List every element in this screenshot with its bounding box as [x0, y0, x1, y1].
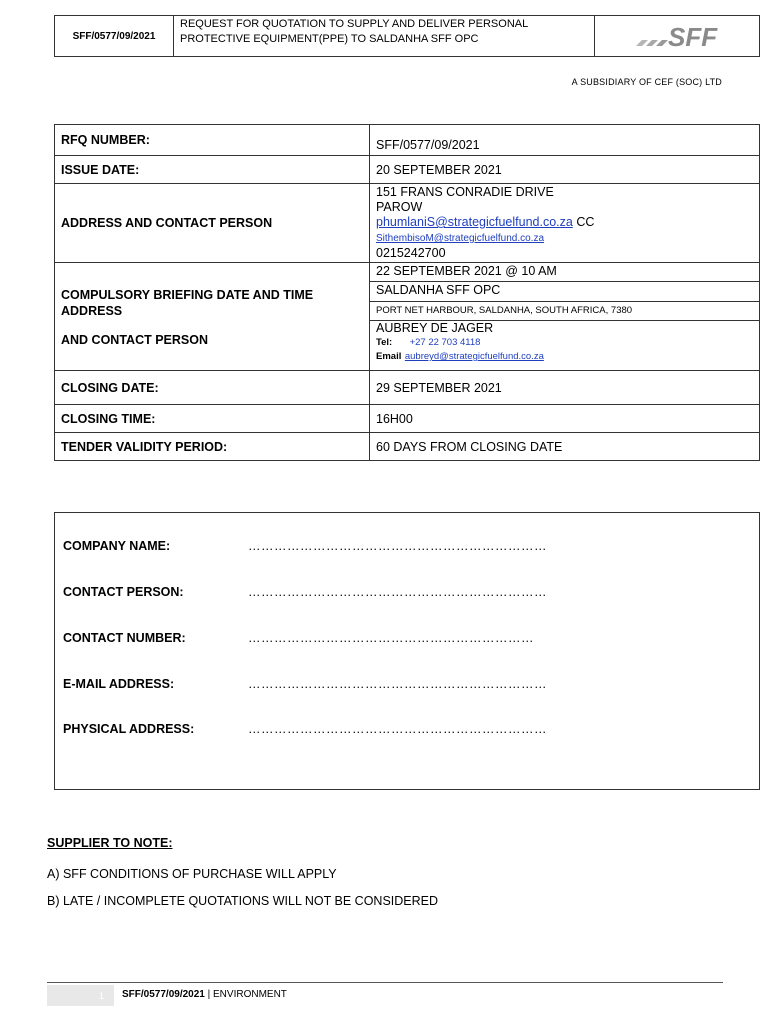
briefing-label-line1: COMPULSORY BRIEFING DATE AND TIME ADDRESS: [61, 287, 314, 318]
logo-text: SFF: [668, 22, 718, 52]
briefing-value: [370, 263, 760, 371]
field-label: E-MAIL ADDRESS:: [63, 677, 175, 691]
email-label: Email: [376, 351, 402, 362]
field-label: CONTACT NUMBER:: [63, 631, 186, 645]
rfq-info-table: [54, 124, 760, 461]
note-item: B) LATE / INCOMPLETE QUOTATIONS WILL NOT BE CONSIDERED: [47, 894, 439, 908]
table-row: [55, 371, 760, 405]
briefing-contact: [370, 321, 759, 364]
email-link-1[interactable]: phumlaniS@strategicfuelfund.co.za: [376, 215, 573, 229]
field-blank[interactable]: …………………………………………………………: [248, 631, 534, 645]
footer-divider: [47, 982, 723, 983]
address-line1: 151 FRANS CONRADIE DRIVE: [376, 185, 554, 199]
field-blank[interactable]: ……………………………………………………………: [248, 722, 547, 736]
email-address-field[interactable]: [63, 677, 547, 691]
footer-section: | ENVIRONMENT: [207, 989, 287, 1000]
contact-number-field[interactable]: [63, 631, 534, 645]
issue-date-value: 20 SEPTEMBER 2021: [370, 156, 760, 184]
field-blank[interactable]: ……………………………………………………………: [248, 539, 547, 553]
header-title: [174, 16, 595, 56]
table-row: [55, 125, 760, 156]
rfq-number-label: RFQ NUMBER:: [55, 125, 370, 156]
rfq-number-value: SFF/0577/09/2021: [370, 125, 760, 156]
briefing-label: [55, 263, 370, 371]
supplier-note-heading: SUPPLIER TO NOTE:: [47, 836, 173, 850]
header-title-line1: REQUEST FOR QUOTATION TO SUPPLY AND DELIVER PERSONAL: [180, 18, 529, 30]
subsidiary-note: A SUBSIDIARY OF CEF (SOC) LTD: [571, 77, 722, 87]
company-name-field[interactable]: [63, 539, 547, 553]
sff-logo: [595, 16, 759, 56]
cc-label: CC: [576, 215, 595, 229]
closing-time-value: 16H00: [370, 405, 760, 433]
field-blank[interactable]: ……………………………………………………………: [248, 677, 547, 691]
table-row: [55, 156, 760, 184]
closing-time-label: CLOSING TIME:: [55, 405, 370, 433]
closing-date-value: 29 SEPTEMBER 2021: [370, 371, 760, 405]
header-title-line2: PROTECTIVE EQUIPMENT(PPE) TO SALDANHA SFF OPC: [180, 33, 479, 45]
validity-label: TENDER VALIDITY PERIOD:: [55, 433, 370, 461]
closing-date-label: CLOSING DATE:: [55, 371, 370, 405]
table-row: [55, 433, 760, 461]
table-row: [55, 184, 760, 263]
field-label: CONTACT PERSON:: [63, 585, 184, 599]
sff-logo-icon: [634, 20, 720, 52]
contact-person-field[interactable]: [63, 585, 547, 599]
email-link-2[interactable]: SithembisoM@strategicfuelfund.co.za: [376, 233, 545, 244]
footer-ref: SFF/0577/09/2021: [122, 989, 205, 1000]
validity-value: 60 DAYS FROM CLOSING DATE: [370, 433, 760, 461]
briefing-site: SALDANHA SFF OPC: [370, 282, 759, 302]
tel-value: +27 22 703 4118: [409, 337, 481, 348]
field-label: COMPANY NAME:: [63, 539, 171, 553]
physical-address-field[interactable]: [63, 722, 547, 736]
address-value: [370, 184, 760, 263]
field-blank[interactable]: ……………………………………………………………: [248, 585, 547, 599]
phone-number: 0215242700: [376, 246, 446, 260]
table-row: [55, 263, 760, 371]
field-label: PHYSICAL ADDRESS:: [63, 722, 195, 736]
address-line2: PAROW: [376, 200, 423, 214]
table-row: [55, 405, 760, 433]
tel-label: Tel:: [376, 337, 393, 348]
briefing-address: PORT NET HARBOUR, SALDANHA, SOUTH AFRICA, 7380: [370, 302, 759, 321]
header-reference: SFF/0577/09/2021: [55, 16, 174, 56]
contact-name: AUBREY DE JAGER: [376, 321, 494, 335]
issue-date-label: ISSUE DATE:: [55, 156, 370, 184]
company-details-form: [54, 512, 760, 790]
briefing-date: 22 SEPTEMBER 2021 @ 10 AM: [370, 263, 759, 282]
note-item: A) SFF CONDITIONS OF PURCHASE WILL APPLY: [47, 867, 337, 881]
document-header: [54, 15, 760, 57]
footer-text: [122, 989, 287, 1000]
briefing-label-line2: AND CONTACT PERSON: [61, 332, 208, 347]
contact-email-link[interactable]: aubreyd@strategicfuelfund.co.za: [404, 351, 544, 362]
address-label: ADDRESS AND CONTACT PERSON: [55, 184, 370, 263]
page-number: 1: [47, 985, 114, 1006]
